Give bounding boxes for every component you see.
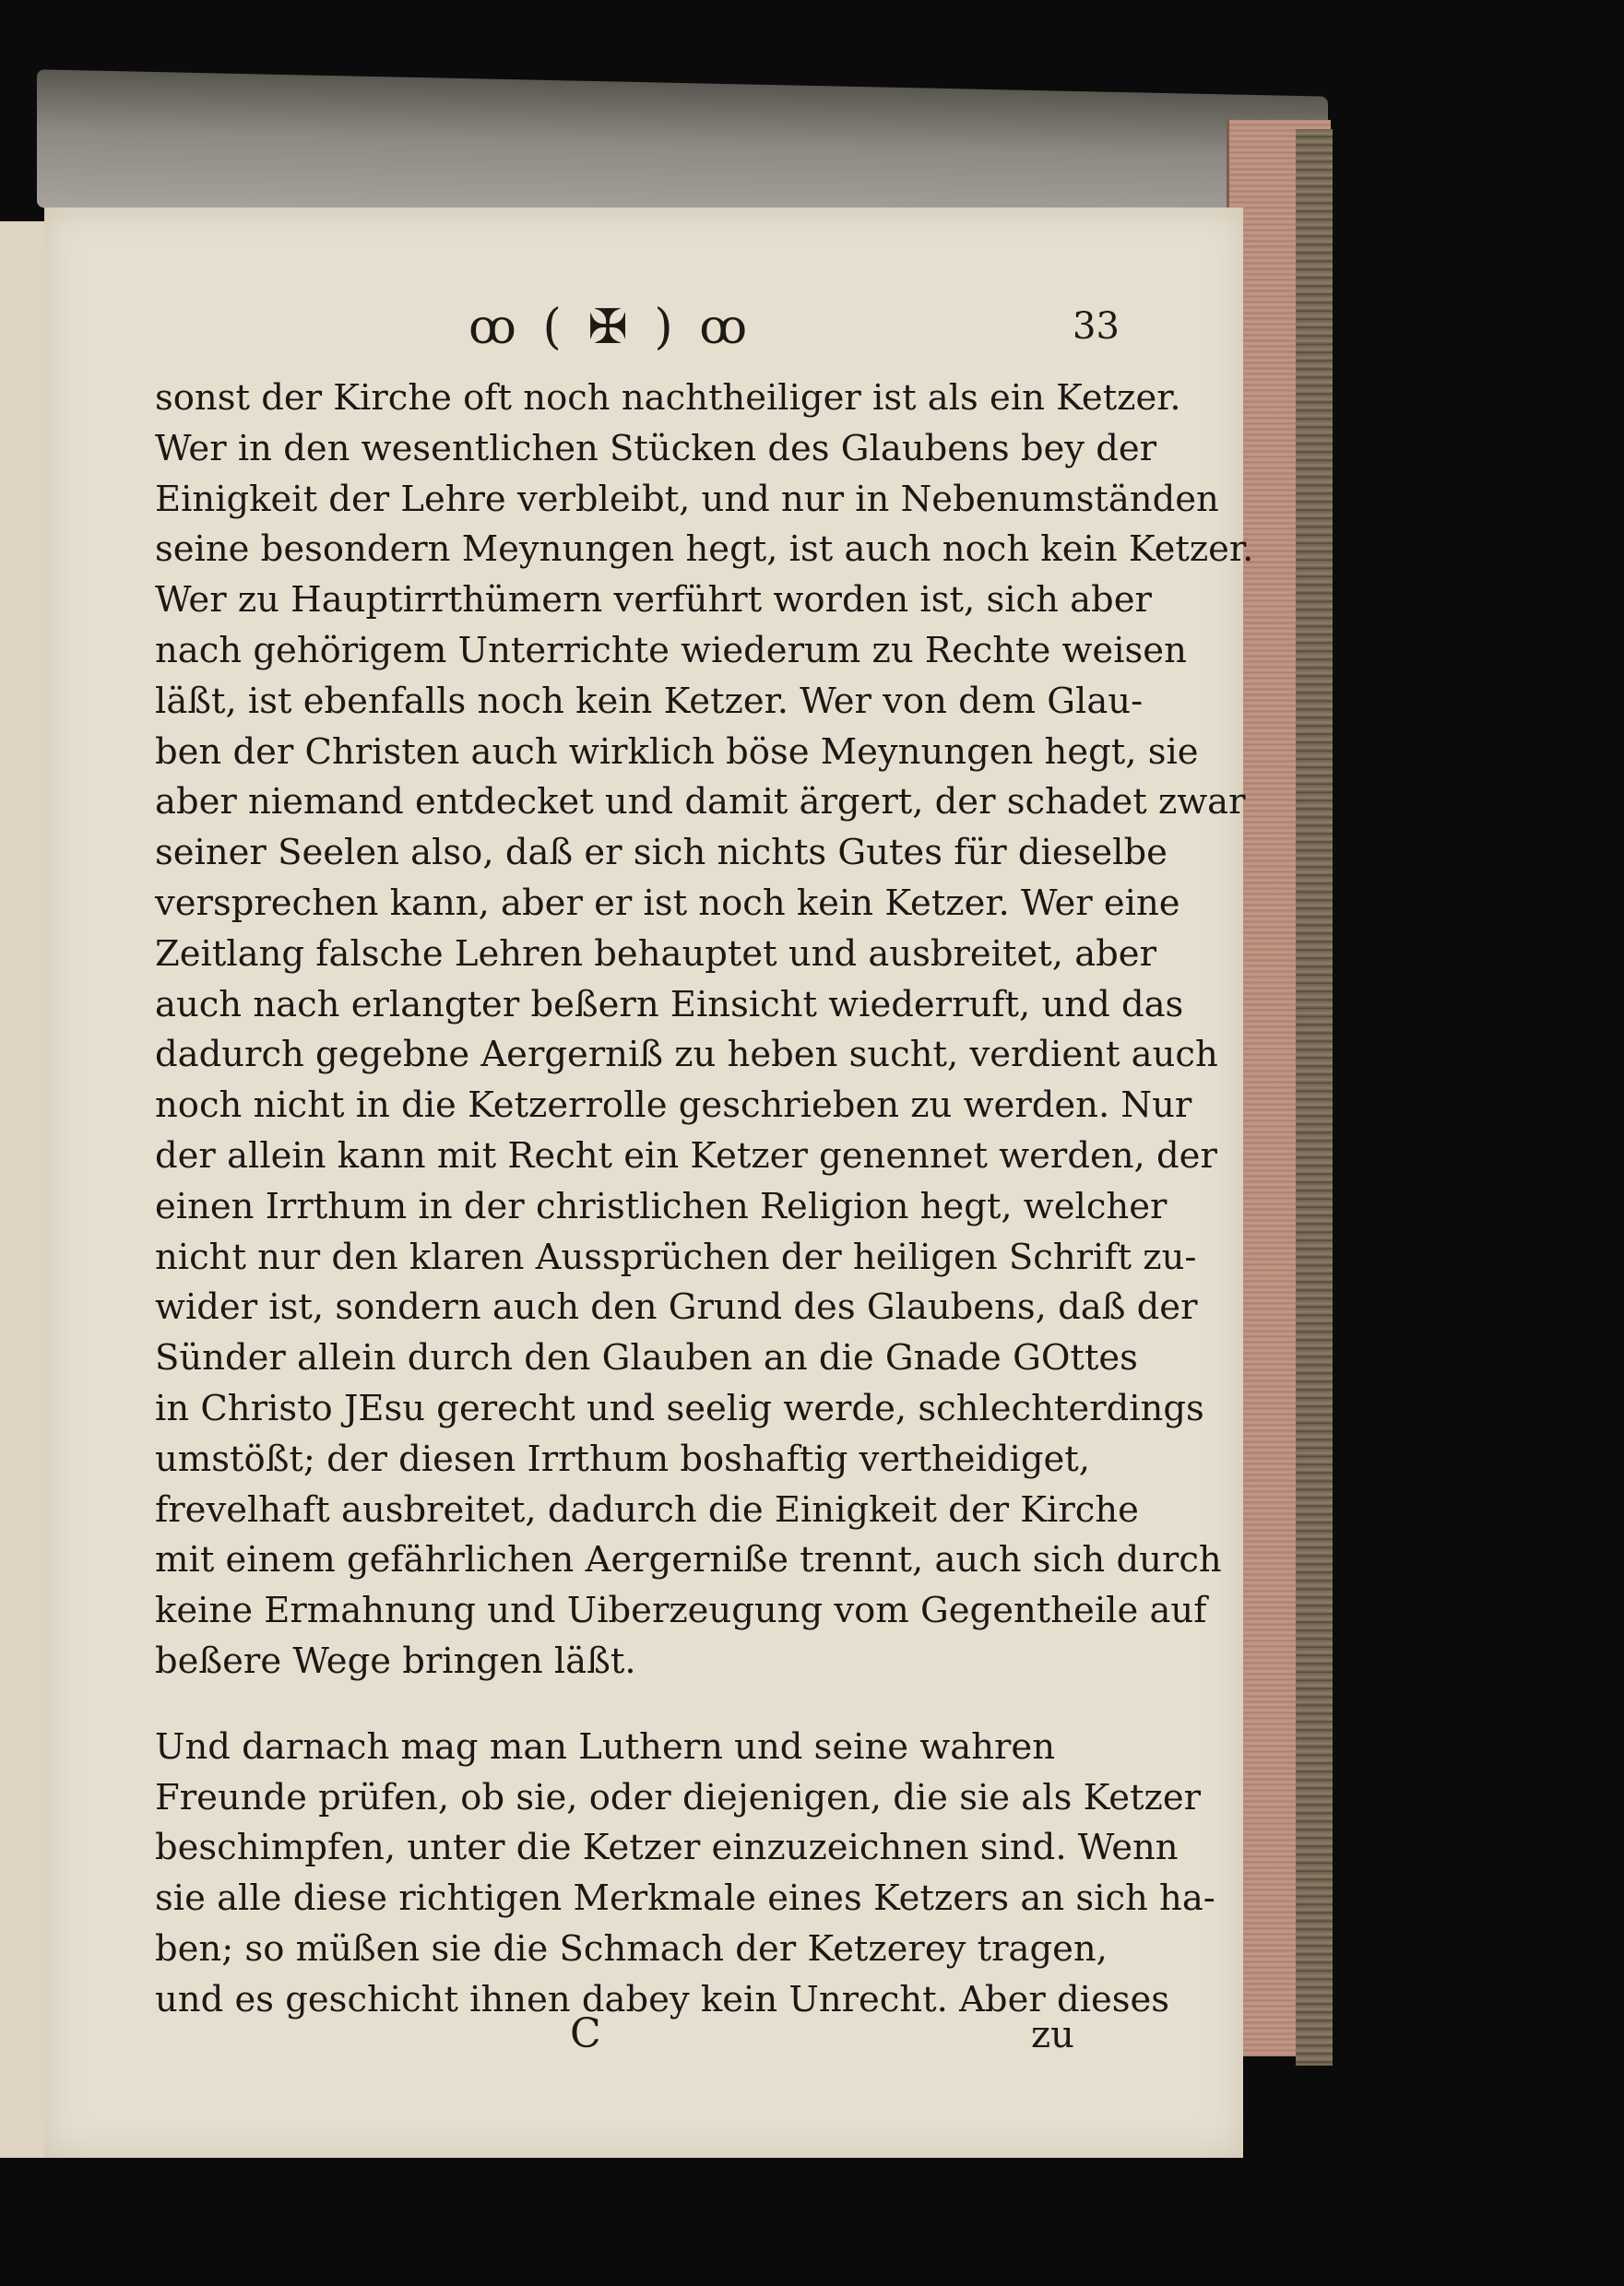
text-line: noch nicht in die Ketzerrolle geschrieben zu werden. Nur [155,1084,1192,1127]
page-footer [44,2010,1243,2075]
text-line: ben der Christen auch wirklich böse Meynungen hegt, sie [155,730,1199,773]
text-line: beßere Wege bringen läßt. [155,1640,636,1682]
text-line: mit einem gefährlichen Aergerniße trennt, auch sich durch [155,1539,1222,1581]
text-line: der allein kann mit Recht ein Ketzer genennet werden, der [155,1134,1217,1177]
text-line: wider ist, sondern auch den Grund des Glaubens, daß der [155,1286,1198,1329]
book-page [44,207,1254,2158]
text-line: versprechen kann, aber er ist noch kein Ketzer. Wer eine [155,882,1180,924]
text-line: sonst der Kirche oft noch nachtheiliger ist als ein Ketzer. [155,377,1181,419]
text-line: nach gehörigem Unterrichte wiederum zu Rechte weisen [155,629,1187,671]
text-line: ben; so müßen sie die Schmach der Ketzerey tragen, [155,1927,1108,1970]
text-line: einen Irrthum in der christlichen Religion hegt, welcher [155,1185,1168,1227]
text-line: nicht nur den klaren Aussprüchen der heiligen Schrift zu- [155,1236,1197,1278]
text-line: beschimpfen, unter die Ketzer einzuzeichnen sind. Wenn [155,1827,1179,1869]
text-line: seiner Seelen also, daß er sich nichts Gutes für dieselbe [155,832,1168,874]
body-text [155,373,1254,2026]
text-line: Zeitlang falsche Lehren behauptet und ausbreitet, aber [155,932,1156,975]
text-line: Wer zu Hauptirrthümern verführt worden ist, sich aber [155,579,1152,622]
text-line: Einigkeit der Lehre verbleibt, und nur in Nebenumständen [155,478,1219,520]
text-line: umstößt; der diesen Irrthum boshaftig vertheidiget, [155,1438,1090,1480]
text-line: auch nach erlangter beßern Einsicht wiederruft, und das [155,983,1184,1025]
text-line: sie alle diese richtigen Merkmale eines Ketzers an sich ha- [155,1877,1215,1920]
paragraph-gap [155,1688,1142,1723]
text-line: Wer in den wesentlichen Stücken des Glaubens bey der [155,427,1157,469]
page-number: 33 [1073,305,1120,348]
catchword: zu [1031,2014,1074,2056]
paragraph-2 [155,1723,1215,2026]
book-cover-edge [1296,129,1333,2066]
text-line: Sünder allein durch den Glauben an die Gnade GOttes [155,1337,1138,1380]
text-line: dadurch gegebne Aergerniß zu heben sucht, verdient auch [155,1034,1218,1076]
header-ornament: ꝏ ( ✠ ) ꝏ [468,300,753,355]
text-line: und es geschicht ihnen dabey kein Unrecht. Aber dieses [155,1978,1170,2020]
signature-mark: C [570,2010,601,2057]
text-line: aber niemand entdecket und damit ärgert, der schadet zwar [155,781,1246,823]
text-line: frevelhaft ausbreitet, dadurch die Einigkeit der Kirche [155,1488,1139,1531]
text-line: seine besondern Meynungen hegt, ist auch noch kein Ketzer. [155,528,1254,571]
text-line: Freunde prüfen, ob sie, oder diejenigen, die sie als Ketzer [155,1776,1202,1818]
page-header [44,300,1243,373]
text-line: Und darnach mag man Luthern und seine wahren [155,1725,1055,1768]
paragraph-1 [155,373,1254,1688]
text-line: keine Ermahnung und Uiberzeugung vom Gegentheile auf [155,1590,1207,1632]
text-line: in Christo JEsu gerecht und seelig werde, schlechterdings [155,1387,1204,1429]
text-line: läßt, ist ebenfalls noch kein Ketzer. Wer von dem Glau- [155,680,1144,722]
